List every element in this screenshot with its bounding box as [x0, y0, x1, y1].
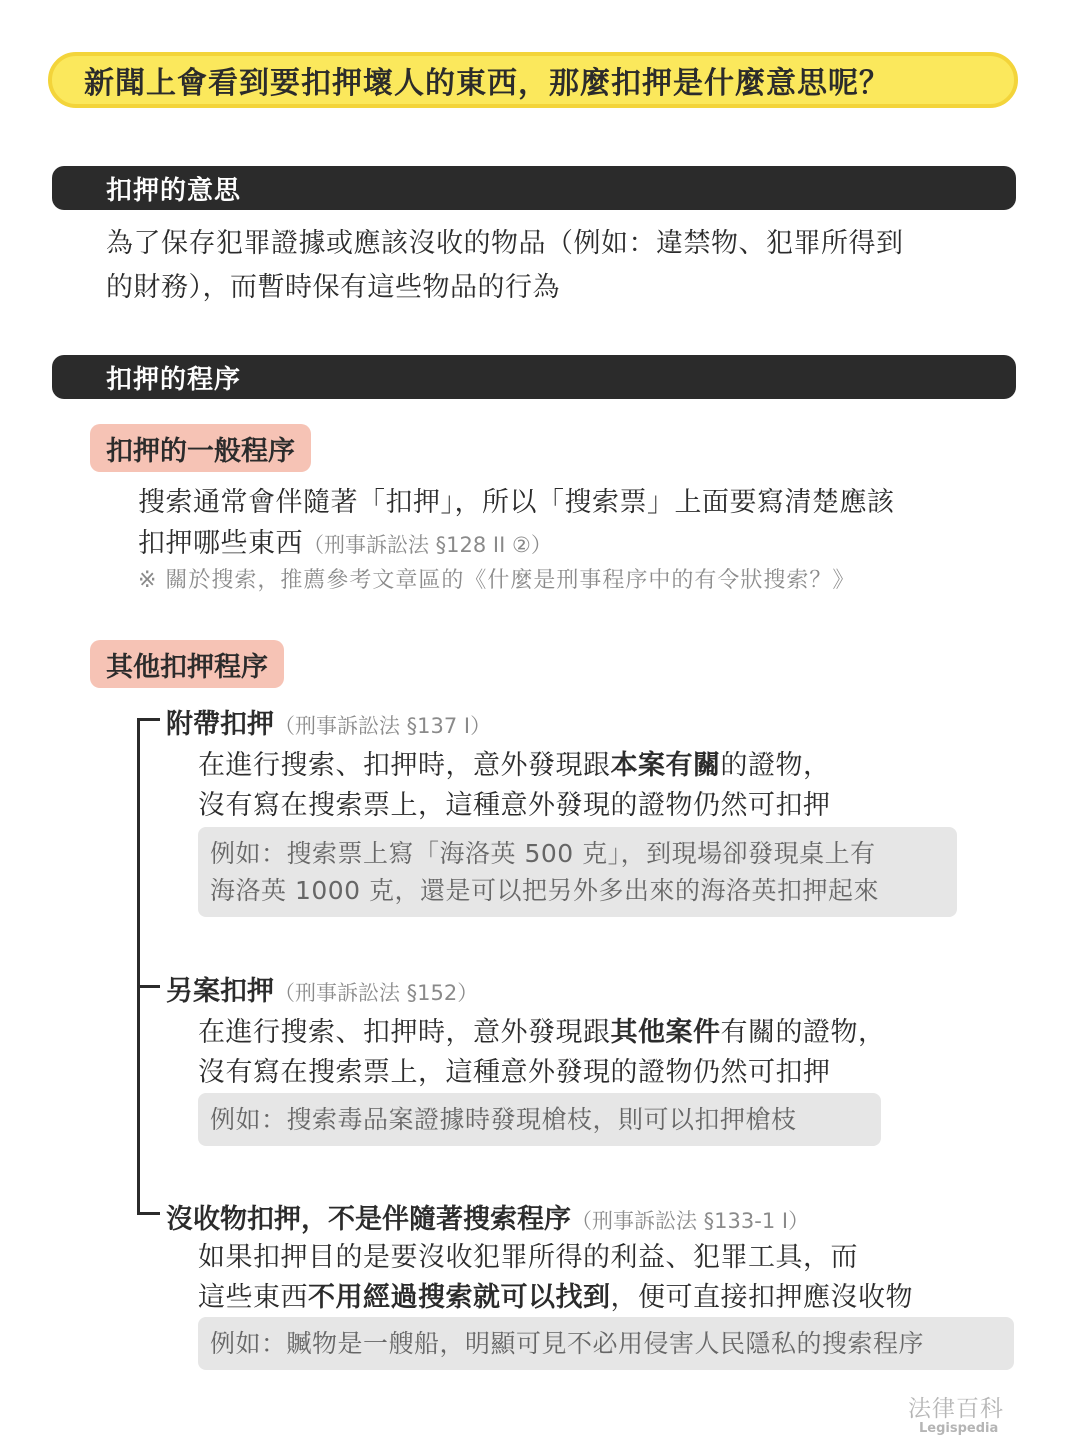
confiscation-line-2-post: ，便可直接扣押應沒收物: [610, 1282, 913, 1313]
incidental-line-1: [198, 743, 831, 782]
logo-chinese: 法律百科: [908, 1396, 1004, 1422]
logo-english: Legispedia: [919, 1421, 999, 1436]
other-case-example-box: [198, 1093, 881, 1146]
other-case-seizure-label: 另案扣押: [166, 976, 274, 1007]
general-line-2-text: 扣押哪些東西: [138, 528, 303, 559]
tree-branch-2: [137, 985, 160, 988]
confiscation-example-line-1: 例如：贓物是一艘船，明顯可見不必用侵害人民隱私的搜索程序: [210, 1329, 925, 1358]
incidental-line-2: 沒有寫在搜索票上，這種意外發現的證物仍然可扣押: [198, 790, 831, 821]
confiscation-line-2-pre: 這些東西: [198, 1282, 308, 1313]
incidental-seizure-label: 附帶扣押: [166, 709, 274, 740]
meaning-line-2: 的財務），而暫時保有這些物品的行為: [106, 272, 560, 303]
incidental-seizure-title: [166, 702, 491, 741]
other-case-line-1-pre: 在進行搜索、扣押時，意外發現跟: [198, 1017, 611, 1048]
other-case-seizure-citation: （刑事訴訟法 §152）: [274, 981, 479, 1005]
general-line-2: [138, 521, 552, 560]
other-case-line-1: [198, 1010, 886, 1049]
confiscation-seizure-citation: （刑事訴訟法 §133-1 I）: [571, 1209, 810, 1233]
confiscation-line-2-bold: 不用經過搜索就可以找到: [308, 1282, 611, 1313]
incidental-seizure-citation: （刑事訴訟法 §137 I）: [274, 714, 492, 738]
general-procedure-label: 扣押的一般程序: [90, 424, 311, 472]
search-reference-note: ※ 關於搜索，推薦參考文章區的《什麼是刑事程序中的有令狀搜索？》: [138, 568, 856, 593]
other-case-line-1-bold: 其他案件: [610, 1017, 721, 1048]
incidental-example-line-2: 海洛英 1000 克，還是可以把另外多出來的海洛英扣押起來: [210, 876, 880, 905]
page-title: 新聞上會看到要扣押壞人的東西，那麼扣押是什麼意思呢？: [48, 52, 1018, 108]
incidental-example-line-1: 例如：搜索票上寫「海洛英 500 克」，到現場卻發現桌上有: [210, 839, 876, 868]
meaning-line-1: 為了保存犯罪證據或應該沒收的物品（例如：違禁物、犯罪所得到: [106, 228, 904, 259]
incidental-line-1-bold: 本案有關: [610, 750, 721, 781]
incidental-example-box: [198, 827, 957, 917]
section-heading-meaning: 扣押的意思: [52, 166, 1016, 210]
incidental-line-1-pre: 在進行搜索、扣押時，意外發現跟: [198, 750, 611, 781]
tree-branch-1: [137, 718, 160, 721]
other-case-example-line-1: 例如：搜索毒品案證據時發現槍枝，則可以扣押槍枝: [210, 1105, 797, 1134]
other-case-line-2: 沒有寫在搜索票上，這種意外發現的證物仍然可扣押: [198, 1057, 831, 1088]
confiscation-line-1: 如果扣押目的是要沒收犯罪所得的利益、犯罪工具，而: [198, 1242, 858, 1273]
confiscation-example-box: [198, 1317, 1014, 1370]
confiscation-seizure-label: 沒收物扣押，不是伴隨著搜索程序: [166, 1204, 571, 1235]
general-line-1: 搜索通常會伴隨著「扣押」，所以「搜索票」上面要寫清楚應該: [138, 487, 895, 518]
section-heading-procedure: 扣押的程序: [52, 355, 1016, 399]
tree-vertical-line: [137, 718, 140, 1214]
meaning-paragraph: [106, 222, 904, 310]
general-citation: （刑事訴訟法 §128 II ②）: [303, 533, 552, 557]
incidental-line-1-post: 的證物，: [720, 750, 831, 781]
other-case-line-1-post: 有關的證物，: [720, 1017, 886, 1048]
confiscation-seizure-title: [166, 1197, 809, 1236]
tree-branch-3: [137, 1212, 160, 1215]
other-procedure-label: 其他扣押程序: [90, 640, 284, 688]
confiscation-line-2: [198, 1275, 913, 1314]
other-case-seizure-title: [166, 969, 478, 1008]
